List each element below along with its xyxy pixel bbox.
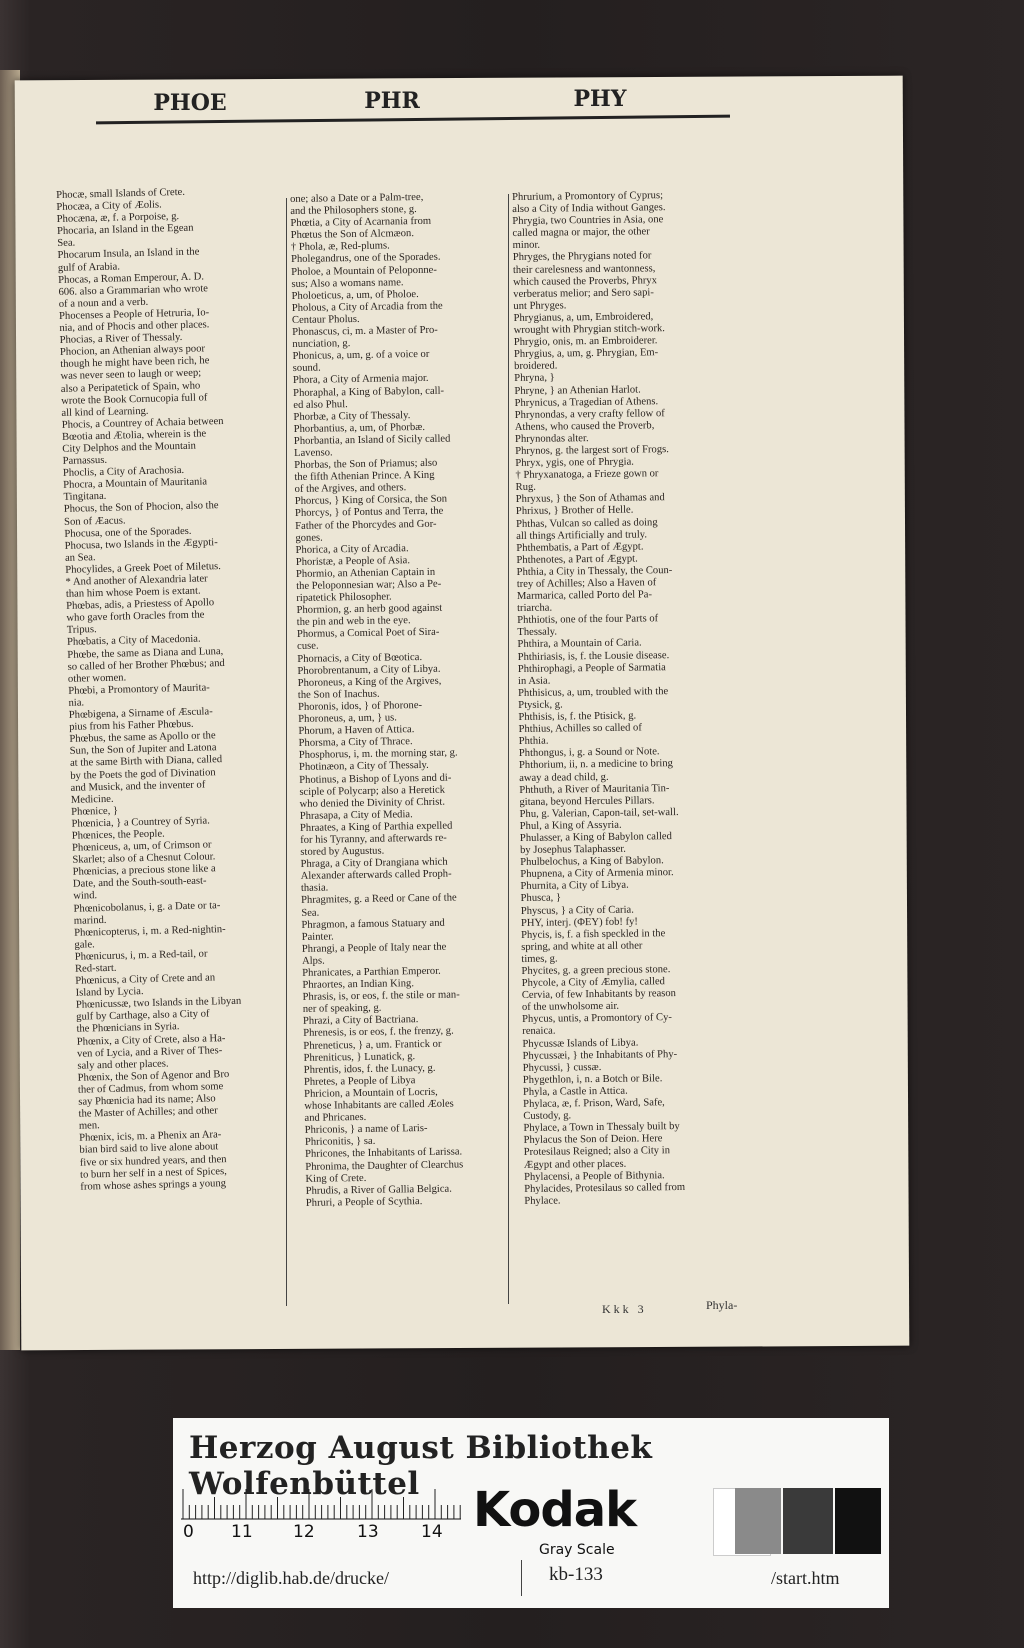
entry-line: Phocæ, small Islands of Crete.	[56, 186, 186, 201]
entry-line: Pholous, a City of Arcadia from the	[291, 300, 443, 314]
entry-line: their carelesness and wantonness,	[512, 262, 656, 276]
entry-line: nia, and of Phocis and other places.	[59, 319, 210, 334]
card-divider	[521, 1560, 522, 1596]
entry-line: ner of speaking, g.	[302, 1002, 382, 1016]
entry-line: Phorum, a Haven of Attica.	[298, 724, 415, 738]
entry-line: wrote the Book Cornucopia full of	[61, 391, 208, 407]
entry-line: by the Poets the god of Divination	[70, 766, 216, 782]
entry-line: Phthorium, ii, n. a medicine to bring	[518, 758, 673, 772]
entry-line: say Phœnicia had its name; Also	[78, 1093, 216, 1108]
entry-line: Phryxus, } the Son of Athamas and	[515, 492, 665, 506]
entry-line: Pholoe, a Mountain of Peloponne-	[291, 264, 437, 278]
entry-line: Date, and the South-south-east-	[72, 875, 207, 891]
running-head-right: PHY	[573, 86, 627, 112]
entry-line: Phrentis, idos, f. the Lunacy, g.	[303, 1062, 436, 1076]
entry-line: Phycole, a City of Æmylia, called	[521, 976, 666, 990]
entry-line: Phrixus, } Brother of Helle.	[515, 504, 634, 518]
entry-line: Phylace, a Town in Thessaly built by	[523, 1121, 680, 1135]
entry-line: from whose ashes springs a young	[80, 1177, 227, 1193]
entry-line: Alps.	[301, 955, 325, 967]
entry-line: Phu, g. Valerian, Capon-tail, set-wall.	[519, 806, 679, 820]
entry-line: in Asia.	[517, 675, 551, 687]
entry-line: unt Phryges.	[513, 300, 567, 312]
entry-line: all things Artificially and truly.	[516, 529, 648, 542]
entry-line: Phulasser, a King of Babylon called	[519, 831, 672, 844]
entry-line: Phœbe, the same as Diana and Luna,	[67, 645, 224, 661]
entry-line: Phœnice, }	[71, 805, 119, 818]
entry-line: ther of Cadmus, from whom some	[77, 1081, 224, 1096]
entry-line: called magna or major, the other	[512, 226, 650, 240]
entry-line: at the same Birth with Diana, called	[69, 754, 223, 770]
entry-line: Phrygia, two Countries in Asia, one	[512, 214, 664, 228]
entry-line: Phoraphal, a King of Babylon, call-	[293, 385, 445, 399]
entry-line: five or six hundred years, and then	[79, 1153, 227, 1169]
entry-line: Phrurium, a Promontory of Cyprus;	[512, 190, 664, 203]
entry-line: Phycussæ Islands of Libya.	[522, 1037, 639, 1050]
entry-line: Athens, who caused the Proverb,	[514, 420, 655, 433]
entry-line: Phœnicias, a precious stone like a	[72, 863, 216, 879]
entry-line: Sea.	[301, 907, 320, 919]
entry-line: Phrasapa, a City of Media.	[299, 808, 413, 822]
running-head-middle: PHR	[364, 88, 420, 114]
gray-swatch-black	[835, 1488, 881, 1554]
entry-line: Custody, g.	[523, 1110, 572, 1123]
entry-line: Phorbas, the Son of Priamus; also	[294, 457, 438, 472]
entry-line: Phœnicobolanus, i, g. a Date or ta-	[73, 899, 221, 915]
column-middle	[290, 191, 518, 1210]
entry-line: 606. also a Grammarian who wrote	[58, 283, 209, 298]
entry-line: one; also a Date or a Palm-tree,	[290, 191, 424, 205]
entry-line: Phocion, an Athenian always poor	[59, 343, 206, 359]
entry-line: Phœtia, a City of Acarnania from	[290, 215, 432, 230]
entry-line: Phriconis, } a name of Laris-	[304, 1123, 428, 1137]
entry-line: who denied the Divinity of Christ.	[299, 796, 446, 810]
entry-line: Phorsma, a City of Thrace.	[298, 736, 413, 750]
library-name: Herzog August Bibliothek Wolfenbüttel	[189, 1430, 653, 1502]
gray-swatch-dark	[783, 1488, 833, 1554]
entry-line: times, g.	[521, 953, 558, 965]
entry-line: all kind of Learning.	[61, 405, 149, 419]
entry-line: Phorica, a City of Arcadia.	[295, 542, 409, 556]
entry-line: cuse.	[297, 641, 319, 653]
ruler-number: 13	[357, 1522, 379, 1542]
measurement-ruler	[181, 1484, 461, 1540]
entry-line: Phormio, an Athenian Captain in	[295, 566, 436, 580]
entry-line: Phygethlon, i, n. a Botch or Bile.	[522, 1073, 663, 1086]
entry-line: Phœnicopterus, i, m. a Red-nightin-	[74, 923, 226, 939]
entry-line: the pin and web in the eye.	[296, 615, 411, 629]
column-left	[56, 184, 308, 1193]
entry-line: Phocarum Insula, an Island in the	[57, 246, 200, 262]
entry-line: Phthirophagi, a People of Sarmatia	[517, 661, 666, 675]
ruler-number: 0	[183, 1522, 194, 1542]
entry-line: ven of Lycia, and a River of Thes-	[76, 1044, 223, 1060]
entry-line: Phul, a King of Assyria.	[519, 819, 622, 832]
entry-line: Phœnix, a City of Crete, also a Ha-	[76, 1032, 226, 1048]
entry-line: Phthongus, i, g. a Sound or Note.	[518, 746, 660, 760]
entry-line: nia.	[68, 697, 85, 709]
entry-line: Phrenesis, is or eos, f. the frenzy, g.	[303, 1026, 454, 1040]
entry-line: Phryne, } an Athenian Harlot.	[514, 383, 641, 397]
entry-line: Phricones, the Inhabitants of Larissa.	[305, 1146, 463, 1161]
entry-line: Phupnena, a City of Armenia minor.	[520, 867, 674, 881]
entry-line: men.	[78, 1120, 100, 1132]
entry-line: the Son of Inachus.	[297, 688, 380, 701]
entry-line: saly and other places.	[77, 1058, 169, 1072]
entry-line: Phragmites, g. a Reed or Cane of the	[301, 892, 457, 907]
entry-line: Phycussi, } cussæ.	[522, 1061, 602, 1074]
entry-line: Phrazi, a City of Bactriana.	[302, 1014, 419, 1028]
entry-line: Phylacides, Protesilaus so called from	[524, 1181, 686, 1195]
entry-line: Phœniceus, a, um, of Crimson or	[71, 839, 212, 854]
signature-mark: Kkk 3	[602, 1302, 647, 1316]
entry-line: Phoristæ, a People of Asia.	[295, 554, 411, 568]
entry-line: Sea.	[57, 237, 76, 250]
ruler-number: 11	[231, 1522, 253, 1542]
entry-line: verberatus melior; and Sero sapi-	[513, 287, 654, 300]
entry-line: Cervia, of few Inhabitants by reason	[521, 988, 677, 1002]
entry-line: sciple of Polycarp; also a Heretick	[299, 784, 446, 798]
entry-line: Physcus, } a City of Caria.	[520, 904, 634, 917]
entry-line: Son of Æacus.	[63, 514, 126, 528]
entry-line: Phrynondas, a very crafty fellow of	[514, 407, 665, 421]
column-right	[512, 189, 770, 1208]
entry-line: which caused the Proverbs, Phryx	[513, 274, 658, 288]
entry-line: gale.	[74, 939, 95, 951]
entry-line: broidered.	[514, 360, 558, 373]
entry-line: Phricion, a Mountain of Locris,	[304, 1086, 438, 1100]
entry-line: Phrudis, a River of Gallia Belgica.	[305, 1183, 452, 1197]
entry-line: also a City of India without Ganges.	[512, 202, 666, 216]
ruler-number: 12	[293, 1522, 315, 1542]
entry-line: Alexander afterwards called Proph-	[300, 868, 452, 883]
entry-line: thasia.	[300, 882, 329, 895]
entry-line: Phthenotes, a Part of Ægypt.	[516, 553, 638, 566]
entry-line: Phoclis, a City of Arachosia.	[62, 465, 185, 480]
entry-line: Phranicates, a Parthian Emperor.	[302, 965, 441, 979]
entry-line: triarcha.	[517, 602, 553, 615]
entry-line: Phraga, a City of Drangiana which	[300, 856, 448, 871]
entry-line: Phthiotis, one of the four Parts of	[517, 613, 659, 627]
entry-line: Phrynos, g. the largest sort of Frogs.	[515, 444, 669, 457]
gray-swatch-mid	[735, 1488, 781, 1554]
entry-line: * And another of Alexandria later	[65, 573, 208, 588]
entry-line: Phocylides, a Greek Poet of Miletus.	[65, 560, 222, 576]
entry-line: Phurnita, a City of Libya.	[520, 879, 629, 893]
entry-line: Phycis, is, f. a fish speckled in the	[521, 927, 666, 941]
entry-line: also a Peripatetick of Spain, who	[60, 380, 201, 395]
entry-line: Phorcys, } of Pontus and Terra, the	[294, 506, 444, 520]
entry-line: Skarlet; also of a Chesnut Colour.	[72, 851, 216, 866]
entry-line: bian bird said to live alone about	[79, 1141, 219, 1157]
entry-line: Phonicus, a, um, g. of a voice or	[292, 349, 430, 363]
entry-line: wind.	[73, 890, 98, 903]
entry-line: Phragmon, a famous Statuary and	[301, 917, 445, 931]
entry-line: Painter.	[301, 931, 334, 943]
entry-line: sound.	[292, 362, 321, 375]
entry-line: trey of Achilles; Also a Haven of	[516, 577, 657, 590]
entry-line: Phocenses a People of Hetruria, Io-	[58, 307, 210, 322]
entry-line: Protesilaus Reigned; also a City in	[523, 1145, 671, 1159]
entry-line: Phocas, a Roman Emperour, A. D.	[58, 271, 205, 286]
entry-line: an Sea.	[64, 551, 96, 564]
entry-line: Phthia, a City in Thessaly, the Coun-	[516, 564, 673, 578]
entry-line: Phœnix, the Son of Agenor and Bro	[77, 1068, 230, 1084]
entry-line: gones.	[295, 532, 323, 544]
entry-line: Phœnicus, a City of Crete and an	[75, 972, 216, 987]
entry-line: of a noun and a verb.	[58, 296, 149, 310]
entry-line: Bœotia and Ætolia, wherein is the	[61, 428, 207, 443]
entry-line: Phylaca, æ, f. Prison, Ward, Safe,	[523, 1097, 665, 1110]
entry-line: minor.	[512, 240, 541, 252]
entry-line: Phreneticus, } a, um. Frantick or	[303, 1038, 442, 1052]
entry-line: Pholoeticus, a, um, of Pholoe.	[291, 288, 419, 302]
entry-line: Phœnicussæ, two Islands in the Libyan	[75, 995, 242, 1012]
ruler-number: 14	[421, 1522, 443, 1542]
entry-line: Father of the Phorcydes and Gor-	[295, 518, 437, 532]
entry-line: Phorbæ, a City of Thessaly.	[293, 409, 411, 423]
entry-line: Phthius, Achilles so called of	[518, 722, 642, 736]
entry-line: Phœnices, the People.	[71, 828, 165, 842]
entry-line: Phorobrentanum, a City of Libya.	[297, 663, 441, 677]
entry-line: Phusca, }	[520, 892, 562, 905]
entry-line: Phœnix, icis, m. a Phenix an Ara-	[79, 1129, 222, 1145]
entry-line: whose Inhabitants are called Æoles	[304, 1098, 454, 1112]
entry-line: and the Philosophers stone, g.	[290, 204, 417, 218]
entry-line: Phosphorus, i, m. the morning star, g.	[298, 747, 458, 762]
entry-line: Phthira, a Mountain of Caria.	[517, 637, 642, 651]
entry-line: Phrynicus, a Tragedian of Athens.	[514, 395, 659, 409]
running-head-left: PHOE	[153, 90, 227, 116]
entry-line: Phriconitis, } sa.	[304, 1136, 376, 1149]
entry-line: gitana, beyond Hercules Pillars.	[519, 794, 655, 808]
entry-line: Phœbigena, a Sirname of Æscula-	[68, 706, 213, 721]
entry-line: City Delphos and the Mountain	[62, 440, 197, 455]
entry-line: Phorbantia, an Island of Sicily called	[293, 433, 451, 447]
entry-line: the fifth Athenian Prince. A King	[294, 469, 435, 484]
entry-line: Phrynondas alter.	[514, 432, 589, 445]
entry-line: other women.	[67, 672, 127, 685]
url-right: /start.htm	[771, 1568, 840, 1588]
entry-line: Photinus, a Bishop of Lyons and di-	[299, 772, 452, 786]
entry-line: † Phola, æ, Red-plums.	[290, 240, 390, 254]
ruler-ticks	[181, 1484, 461, 1520]
entry-line: sus; Also a womans name.	[291, 276, 404, 290]
entry-line: Phthisis, is, f. the Ptisick, g.	[518, 710, 637, 723]
entry-line: Centaur Pholus.	[291, 313, 360, 326]
entry-line: King of Crete.	[305, 1172, 367, 1185]
entry-line: Phora, a City of Armenia major.	[292, 373, 429, 387]
entry-line: Phœnicia, } a Countrey of Syria.	[71, 815, 210, 830]
entry-line: Tripus.	[66, 624, 97, 637]
entry-line: Marmarica, called Porto del Pa-	[516, 589, 653, 603]
entry-line: Phulbelochus, a King of Babylon.	[520, 855, 664, 869]
entry-line: to burn her self in a nest of Spices,	[79, 1165, 227, 1181]
entry-line: † Phryxanatoga, a Frieze gown or	[515, 468, 659, 482]
entry-line: Phthia.	[518, 735, 549, 748]
entry-line: Photinæon, a City of Thessaly.	[298, 760, 429, 774]
entry-line: gulf of Arabia.	[57, 261, 121, 274]
entry-line: gulf by Carthage, also a City of	[76, 1008, 210, 1024]
entry-line: away a dead child, g.	[519, 771, 609, 784]
entry-line: Phoroneus, a, um, } us.	[298, 712, 398, 725]
entry-line: Phocusa, one of the Sporades.	[64, 525, 192, 540]
entry-line: Phœtus the Son of Alcmæon.	[290, 228, 415, 242]
entry-line: Phrygius, a, um, g. Phrygian, Em-	[513, 347, 659, 361]
entry-line: though he might have been rich, he	[60, 355, 210, 371]
entry-line: Phruri, a People of Scythia.	[305, 1195, 423, 1209]
entry-line: for his Tyranny, and afterwards re-	[300, 832, 447, 846]
entry-line: Phreniticus, } Lunatick, g.	[303, 1050, 416, 1064]
entry-line: Phrygio, onis, m. an Embroiderer.	[513, 335, 658, 349]
entry-line: stored by Augustus.	[300, 845, 385, 858]
entry-line: of the Argives, and others.	[294, 482, 407, 496]
entry-line: Phorbantius, a, um, of Phorbæ.	[293, 421, 426, 435]
entry-line: was never seen to laugh or weep;	[60, 367, 202, 383]
entry-line: Phocæna, æ, f. a Porpoise, g.	[56, 211, 180, 226]
entry-line: Phocaria, an Island in the Egean	[56, 222, 194, 238]
entry-line: Phonascus, ci, m. a Master of Pro-	[292, 324, 438, 339]
entry-line: PHY, interj. (ΦΕΥ) fob! fy!	[520, 916, 638, 929]
entry-line: Medicine.	[70, 793, 114, 806]
entry-line: Phormus, a Comical Poet of Sira-	[296, 627, 440, 641]
entry-line: Phorcus, } King of Corsica, the Son	[294, 493, 448, 508]
entry-line: nunciation, g.	[292, 338, 351, 351]
entry-line: Lavenso.	[293, 447, 333, 459]
entry-line: Phthuth, a River of Mauritania Tin-	[519, 782, 670, 796]
url-left: http://diglib.hab.de/drucke/	[193, 1568, 389, 1588]
entry-line: Phœbus, the same as Apollo or the	[69, 730, 216, 746]
entry-line: Phylacensi, a People of Bithynia.	[523, 1169, 665, 1183]
entry-line: Phœbas, adis, a Priestess of Apollo	[66, 597, 215, 613]
entry-line: Phocus, the Son of Phocion, also the	[63, 500, 219, 516]
entry-line: Phryna, }	[514, 372, 555, 385]
entry-line: and Musick, and the inventer of	[70, 779, 206, 794]
entry-line: Phrangi, a People of Italy near the	[301, 941, 447, 955]
entry-line: ed also Phul.	[293, 398, 348, 411]
entry-line: Red-start.	[74, 962, 117, 975]
entry-line: Phylacus the Son of Deion. Here	[523, 1133, 663, 1147]
kodak-logo: Kodak	[473, 1482, 636, 1538]
entry-line: Phocis, a Countrey of Achaia between	[61, 415, 224, 431]
entry-line: the Peloponnesian war; Also a Pe-	[296, 578, 442, 592]
entry-line: so called of her Brother Phœbus; and	[67, 657, 225, 673]
color-card	[173, 1418, 889, 1608]
entry-line: by Josephus Talaphasser.	[519, 843, 626, 857]
entry-line: Phretes, a People of Libya	[303, 1074, 416, 1088]
entry-line: Phraates, a King of Parthia expelled	[299, 820, 453, 834]
entry-line: Phycites, g. a green precious stone.	[521, 964, 671, 977]
entry-line: the Phœnicians in Syria.	[76, 1021, 180, 1036]
entry-line: Phoronis, idos, } of Phorone-	[297, 699, 423, 713]
entry-line: the Master of Achilles; and other	[78, 1105, 218, 1120]
entry-line: than him whose Poem is extant.	[65, 585, 201, 600]
entry-line: Phocusa, two Islands in the Ægypti-	[64, 536, 218, 552]
entry-line: Phryx, ygis, one of Phrygia.	[515, 456, 634, 470]
entry-line: Phoroneus, a King of the Argives,	[297, 675, 442, 689]
entry-line: pius from his Father Phœbus.	[69, 718, 194, 733]
entry-line: Phœbatis, a City of Macedonia.	[66, 634, 201, 649]
entry-line: renaica.	[522, 1026, 556, 1038]
entry-line: Phycus, untis, a Promontory of Cy-	[522, 1012, 672, 1026]
catchword: Phyla-	[706, 1298, 738, 1312]
entry-line: Phthembatis, a Part of Ægypt.	[516, 541, 644, 554]
entry-line: Phthiriasis, is, f. the Lousie disease.	[517, 649, 670, 663]
entry-line: Phthas, Vulcan so called as doing	[515, 516, 658, 530]
entry-line: who gave forth Oracles from the	[66, 609, 205, 625]
entry-line: Phraortes, an Indian King.	[302, 978, 415, 991]
entry-line: Phyla, a Castle in Attica.	[522, 1085, 628, 1098]
entry-line: Thessaly.	[517, 626, 558, 639]
entry-line: and Phricanes.	[304, 1112, 367, 1125]
entry-line: Phornacis, a City of Bœotica.	[297, 651, 423, 665]
entry-line: Phryges, the Phrygians noted for	[512, 250, 652, 264]
entry-line: Phrasis, is, or eos, f. the stile or man-	[302, 989, 460, 1004]
entry-line: ripatetick Philosopher.	[296, 591, 392, 605]
entry-line: Phocias, a River of Thessaly.	[59, 332, 183, 347]
entry-line: Phocæa, a City of Æolis.	[56, 199, 162, 214]
entry-line: Sun, the Son of Jupiter and Latona	[69, 742, 217, 758]
entry-line: Island by Lycia.	[75, 986, 144, 999]
entry-line: Phycussæi, } the Inhabitants of Phy-	[522, 1048, 678, 1062]
entry-line: Phthisicus, a, um, troubled with the	[518, 685, 669, 699]
entry-line: Phrygianus, a, um, Embroidered,	[513, 311, 654, 324]
entry-line: wrought with Phrygian stitch-work.	[513, 323, 665, 337]
entry-line: Rug.	[515, 481, 536, 494]
entry-line: Pholegandrus, one of the Sporades.	[290, 252, 441, 266]
entry-line: of the unwholsome air.	[521, 1001, 620, 1014]
gray-scale-label: Gray Scale	[539, 1542, 615, 1558]
entry-line: Ægypt and other places.	[523, 1158, 627, 1171]
entry-line: Tingitana.	[63, 491, 107, 504]
entry-line: Parnassus.	[62, 454, 108, 467]
entry-line: marind.	[73, 914, 107, 927]
entry-line: spring, and white at all other	[521, 940, 643, 953]
entry-line: Phronima, the Daughter of Clearchus	[305, 1158, 464, 1173]
entry-line: Phœnicurus, i, m. a Red-tail, or	[74, 948, 208, 963]
entry-line: Phylace.	[524, 1195, 561, 1207]
entry-line: Ptysick, g.	[518, 699, 563, 711]
entry-line: Phocra, a Mountain of Mauritania	[63, 476, 208, 492]
catalog-code: kb-133	[549, 1564, 603, 1585]
entry-line: Phormion, g. an herb good against	[296, 602, 443, 617]
entry-line: Phœbi, a Promontory of Maurita-	[68, 682, 210, 697]
